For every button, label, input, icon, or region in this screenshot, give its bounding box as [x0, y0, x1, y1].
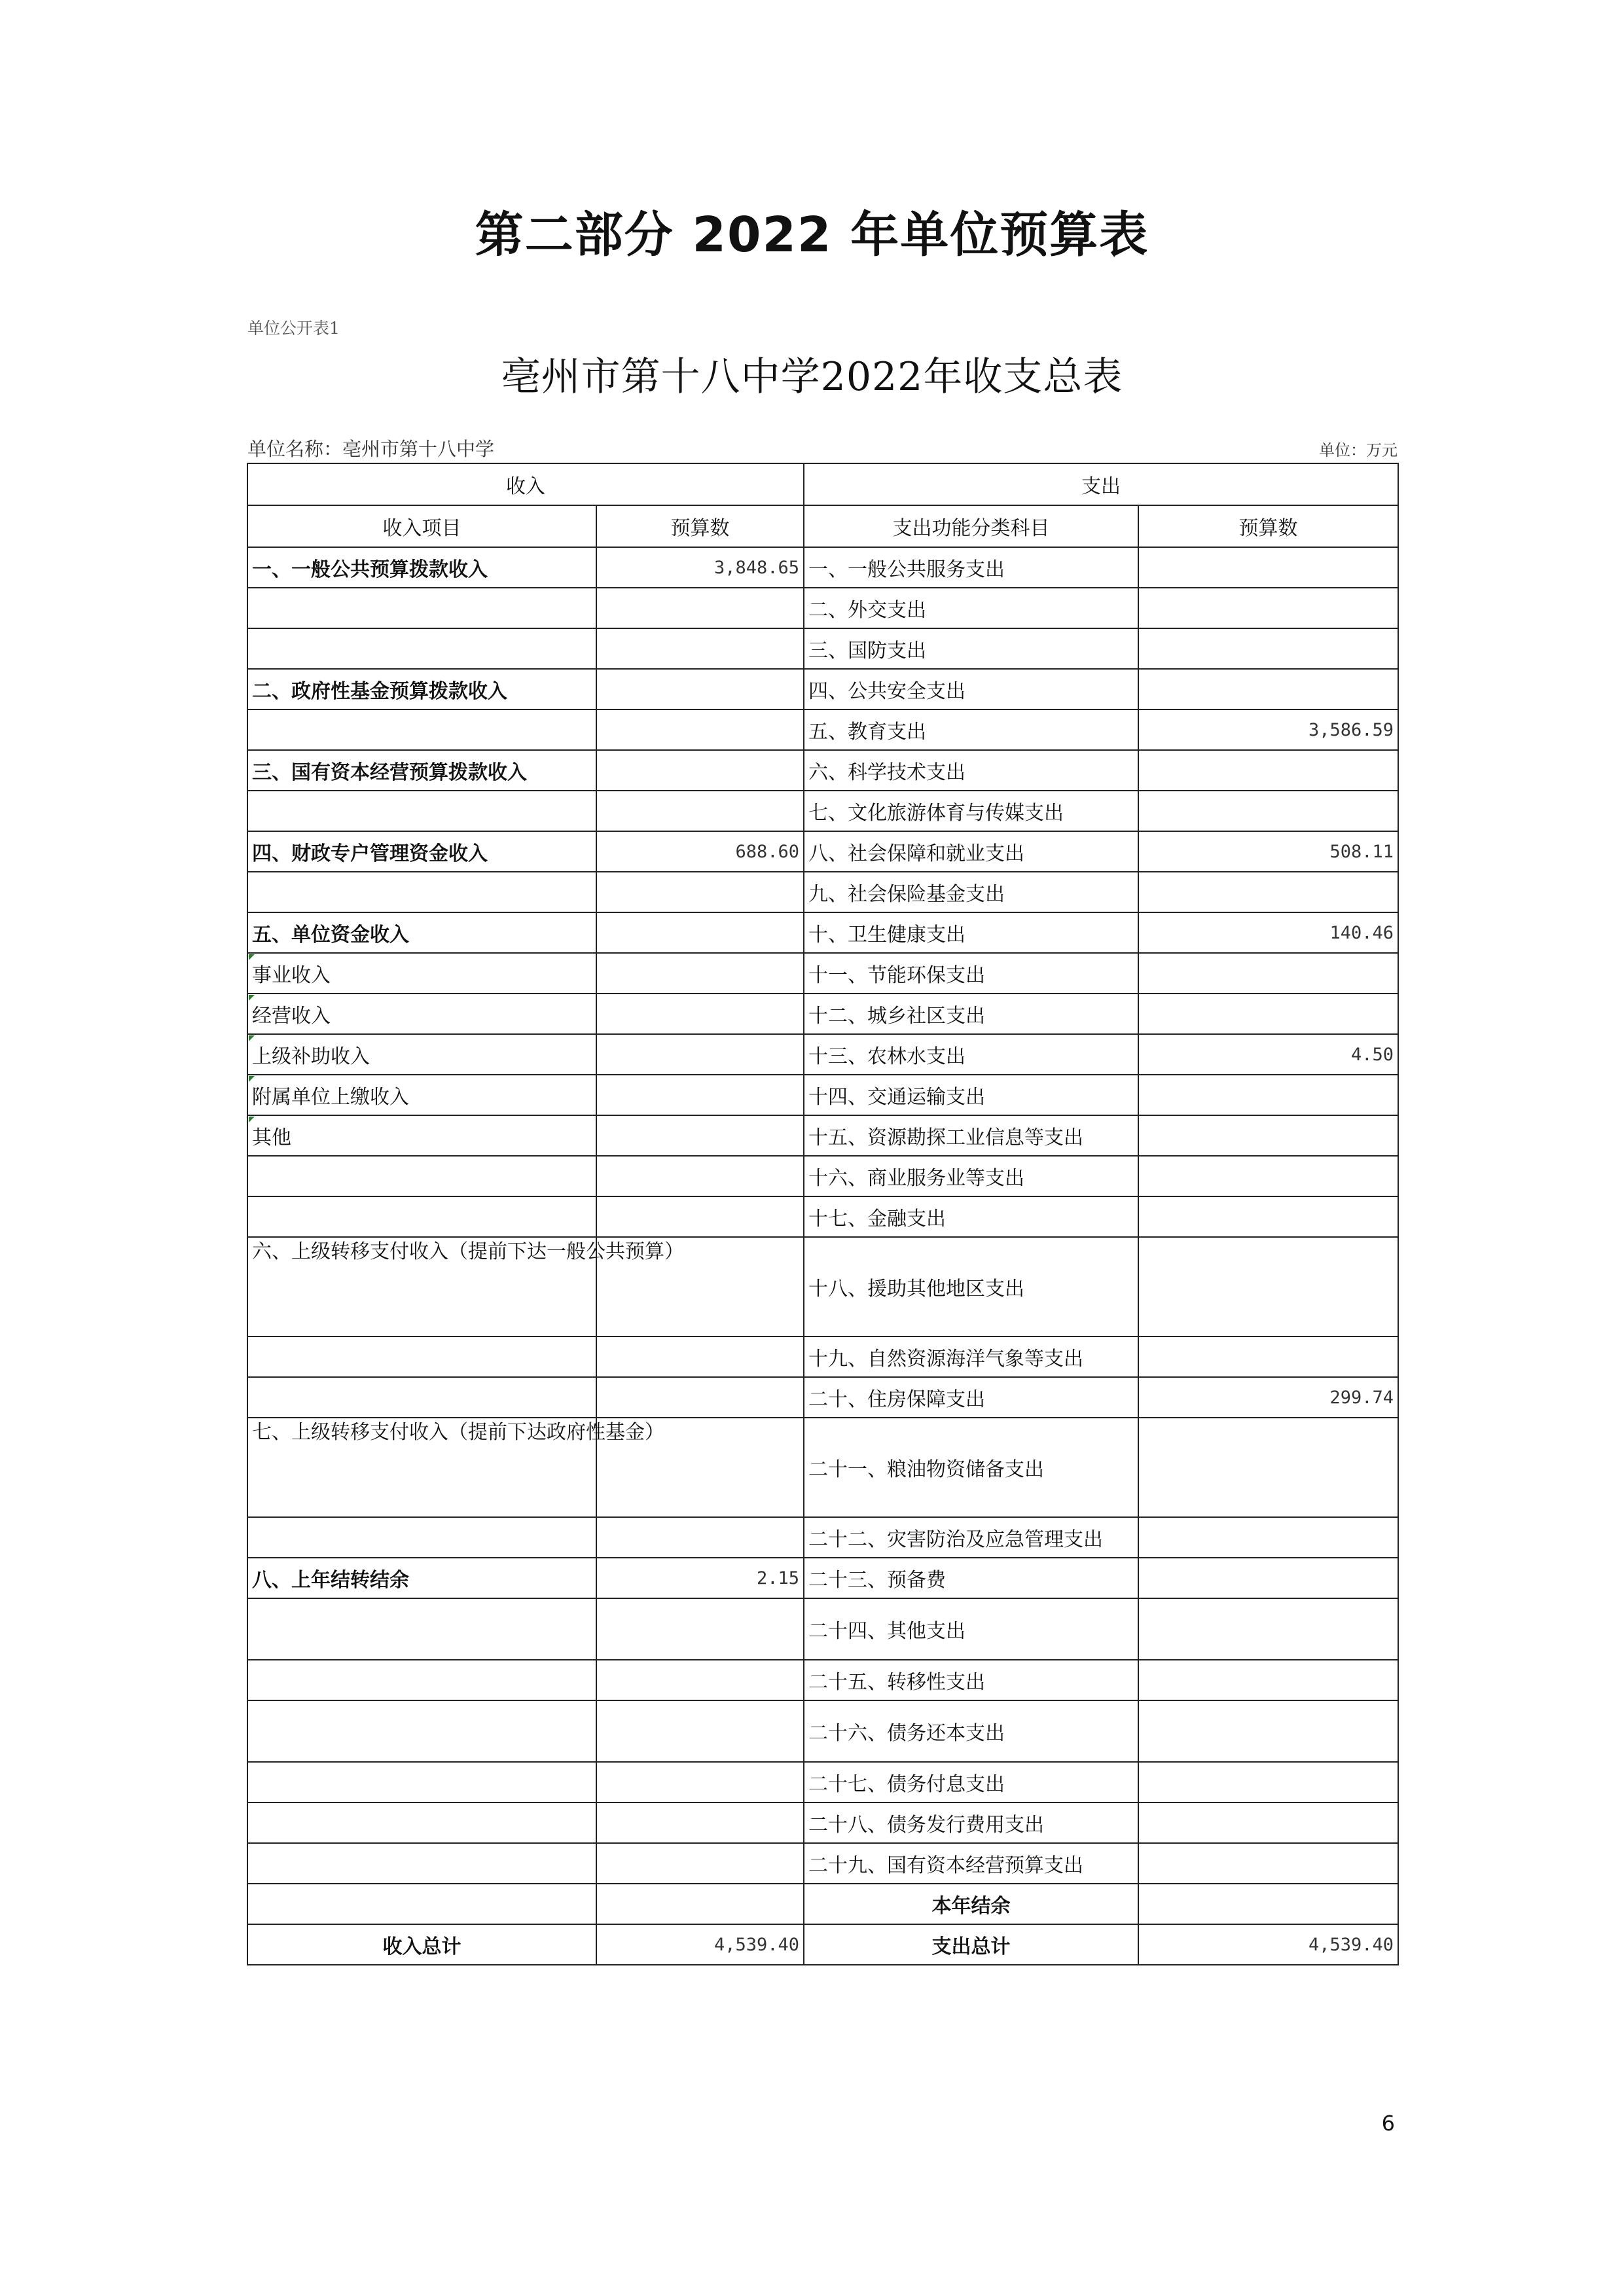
income-amount-cell [596, 994, 804, 1034]
income-amount-cell [596, 709, 804, 750]
expense-item-cell: 本年结余 [804, 1884, 1138, 1924]
income-item-cell: 六、上级转移支付收入（提前下达一般公共预算） [247, 1237, 596, 1336]
income-item-cell: 一、一般公共预算拨款收入 [247, 547, 596, 588]
expense-amount-cell [1138, 1884, 1398, 1924]
income-amount-cell [596, 1803, 804, 1843]
income-item-cell: 附属单位上缴收入 [247, 1075, 596, 1115]
income-amount-cell [596, 1700, 804, 1762]
income-amount-cell [596, 750, 804, 791]
income-amount-header: 预算数 [596, 505, 804, 547]
income-item-cell [247, 1803, 596, 1843]
expense-item-cell: 二十二、灾害防治及应急管理支出 [804, 1517, 1138, 1558]
table-row [247, 1034, 1398, 1075]
table-row [247, 1196, 1398, 1237]
table-row [247, 953, 1398, 994]
table-row [247, 791, 1398, 831]
income-amount-cell [596, 872, 804, 912]
expense-amount-cell [1138, 588, 1398, 628]
totals-row [247, 1924, 1398, 1965]
expense-item-cell: 八、社会保障和就业支出 [804, 831, 1138, 872]
expense-amount-cell: 508.11 [1138, 831, 1398, 872]
income-amount-cell [596, 912, 804, 953]
table-row [247, 1558, 1398, 1598]
expense-amount-cell: 3,586.59 [1138, 709, 1398, 750]
expense-item-cell: 二十九、国有资本经营预算支出 [804, 1843, 1138, 1884]
expense-item-cell: 二十、住房保障支出 [804, 1377, 1138, 1418]
expense-amount-cell [1138, 1843, 1398, 1884]
expense-item-cell: 一、一般公共服务支出 [804, 547, 1138, 588]
expense-amount-cell [1138, 1336, 1398, 1377]
budget-summary-table [247, 463, 1399, 1965]
expense-item-cell: 二十三、预备费 [804, 1558, 1138, 1598]
expense-total-amount: 4,539.40 [1138, 1924, 1398, 1965]
table-row [247, 1884, 1398, 1924]
unit-name: 单位名称：亳州市第十八中学 [247, 438, 495, 460]
expense-item-cell: 二十八、债务发行费用支出 [804, 1803, 1138, 1843]
expense-item-cell: 十二、城乡社区支出 [804, 994, 1138, 1034]
table-header-row [247, 505, 1398, 547]
table-row [247, 669, 1398, 709]
income-amount-cell: 3,848.65 [596, 547, 804, 588]
expense-amount-cell [1138, 1558, 1398, 1598]
expense-item-cell: 二十七、债务付息支出 [804, 1762, 1138, 1803]
expense-amount-cell [1138, 1075, 1398, 1115]
expense-item-cell: 六、科学技术支出 [804, 750, 1138, 791]
expense-item-cell: 三、国防支出 [804, 628, 1138, 669]
expense-item-cell: 十四、交通运输支出 [804, 1075, 1138, 1115]
income-amount-cell [596, 1660, 804, 1700]
expense-item-cell: 七、文化旅游体育与传媒支出 [804, 791, 1138, 831]
expense-amount-cell [1138, 628, 1398, 669]
expense-amount-cell [1138, 1156, 1398, 1196]
expense-item-cell: 十六、商业服务业等支出 [804, 1156, 1138, 1196]
income-amount-cell [596, 953, 804, 994]
table-row [247, 1762, 1398, 1803]
table-row [247, 1803, 1398, 1843]
income-amount-cell: 2.15 [596, 1558, 804, 1598]
table-row [247, 1700, 1398, 1762]
expense-amount-cell [1138, 1762, 1398, 1803]
expense-item-cell: 四、公共安全支出 [804, 669, 1138, 709]
income-item-cell [247, 1762, 596, 1803]
income-amount-cell [596, 1843, 804, 1884]
income-item-cell: 二、政府性基金预算拨款收入 [247, 669, 596, 709]
table-row [247, 709, 1398, 750]
expense-item-cell: 二十四、其他支出 [804, 1598, 1138, 1660]
income-item-cell: 五、单位资金收入 [247, 912, 596, 953]
income-header: 收入 [247, 463, 804, 505]
expense-item-cell: 十九、自然资源海洋气象等支出 [804, 1336, 1138, 1377]
income-item-cell [247, 1156, 596, 1196]
expense-amount-cell [1138, 1115, 1398, 1156]
income-amount-cell [596, 1598, 804, 1660]
expense-item-cell: 十七、金融支出 [804, 1196, 1138, 1237]
table-row [247, 831, 1398, 872]
expense-item-cell: 二、外交支出 [804, 588, 1138, 628]
income-amount-cell [596, 628, 804, 669]
income-amount-cell [596, 1884, 804, 1924]
income-item-cell [247, 1700, 596, 1762]
income-item-header: 收入项目 [247, 505, 596, 547]
expense-item-cell: 二十五、转移性支出 [804, 1660, 1138, 1700]
income-item-cell [247, 1660, 596, 1700]
income-item-cell: 三、国有资本经营预算拨款收入 [247, 750, 596, 791]
income-item-cell: 八、上年结转结余 [247, 1558, 596, 1598]
expense-amount-cell [1138, 1418, 1398, 1517]
income-item-cell [247, 1843, 596, 1884]
income-total-label: 收入总计 [247, 1924, 596, 1965]
expense-item-cell: 十、卫生健康支出 [804, 912, 1138, 953]
table-row [247, 1156, 1398, 1196]
expense-total-label: 支出总计 [804, 1924, 1138, 1965]
income-item-cell [247, 1884, 596, 1924]
expense-item-cell: 二十一、粮油物资储备支出 [804, 1418, 1138, 1517]
income-item-cell: 七、上级转移支付收入（提前下达政府性基金） [247, 1418, 596, 1517]
table-row [247, 1377, 1398, 1418]
table-title: 亳州市第十八中学2022年收支总表 [501, 354, 1123, 400]
table-row [247, 1660, 1398, 1700]
expense-amount-cell [1138, 994, 1398, 1034]
expense-amount-cell [1138, 1196, 1398, 1237]
table-header-group-row [247, 463, 1398, 505]
expense-amount-cell: 299.74 [1138, 1377, 1398, 1418]
expense-amount-header: 预算数 [1138, 505, 1398, 547]
table-row [247, 872, 1398, 912]
expense-item-cell: 五、教育支出 [804, 709, 1138, 750]
table-row [247, 750, 1398, 791]
income-item-cell [247, 1336, 596, 1377]
expense-amount-cell [1138, 1517, 1398, 1558]
form-number: 单位公开表1 [247, 319, 340, 338]
table-row [247, 1336, 1398, 1377]
income-total-amount: 4,539.40 [596, 1924, 804, 1965]
income-amount-cell [596, 669, 804, 709]
income-item-cell [247, 872, 596, 912]
table-row [247, 1517, 1398, 1558]
expense-amount-cell [1138, 1803, 1398, 1843]
expense-amount-cell [1138, 669, 1398, 709]
income-amount-cell [596, 1517, 804, 1558]
expense-item-header: 支出功能分类科目 [804, 505, 1138, 547]
expense-item-cell: 二十六、债务还本支出 [804, 1700, 1138, 1762]
expense-amount-cell [1138, 750, 1398, 791]
page-number: 6 [1381, 2111, 1395, 2136]
expense-amount-cell [1138, 1660, 1398, 1700]
table-row [247, 1598, 1398, 1660]
income-amount-cell [596, 1196, 804, 1237]
expense-item-cell: 九、社会保险基金支出 [804, 872, 1138, 912]
income-item-cell: 经营收入 [247, 994, 596, 1034]
income-item-cell [247, 1598, 596, 1660]
table-row [247, 1237, 1398, 1336]
expense-item-cell: 十三、农林水支出 [804, 1034, 1138, 1075]
table-row [247, 1418, 1398, 1517]
table-row [247, 994, 1398, 1034]
expense-amount-cell [1138, 1598, 1398, 1660]
income-amount-cell [596, 588, 804, 628]
expense-item-cell: 十五、资源勘探工业信息等支出 [804, 1115, 1138, 1156]
part-title: 第二部分 2022 年单位预算表 [475, 207, 1149, 263]
table-row [247, 588, 1398, 628]
income-amount-cell [596, 1156, 804, 1196]
table-row [247, 1075, 1398, 1115]
income-item-cell [247, 1517, 596, 1558]
table-row [247, 1843, 1398, 1884]
expense-amount-cell [1138, 791, 1398, 831]
income-item-cell: 上级补助收入 [247, 1034, 596, 1075]
table-row [247, 628, 1398, 669]
income-amount-cell [596, 1034, 804, 1075]
expense-item-cell: 十一、节能环保支出 [804, 953, 1138, 994]
income-item-cell: 四、财政专户管理资金收入 [247, 831, 596, 872]
income-item-cell [247, 588, 596, 628]
income-amount-cell [596, 1762, 804, 1803]
income-amount-cell [596, 1377, 804, 1418]
income-amount-cell [596, 1075, 804, 1115]
expense-amount-cell [1138, 547, 1398, 588]
income-item-cell [247, 709, 596, 750]
income-item-cell: 事业收入 [247, 953, 596, 994]
income-item-cell: 其他 [247, 1115, 596, 1156]
expense-amount-cell [1138, 872, 1398, 912]
unit-label: 单位：万元 [1319, 441, 1398, 459]
income-item-cell [247, 1377, 596, 1418]
expense-amount-cell: 140.46 [1138, 912, 1398, 953]
income-item-cell [247, 628, 596, 669]
income-amount-cell: 688.60 [596, 831, 804, 872]
expense-amount-cell [1138, 1237, 1398, 1336]
table-row [247, 547, 1398, 588]
expense-header: 支出 [804, 463, 1398, 505]
expense-amount-cell: 4.50 [1138, 1034, 1398, 1075]
table-row [247, 912, 1398, 953]
income-item-cell [247, 791, 596, 831]
table-row [247, 1115, 1398, 1156]
expense-item-cell: 十八、援助其他地区支出 [804, 1237, 1138, 1336]
expense-amount-cell [1138, 1700, 1398, 1762]
income-amount-cell [596, 1115, 804, 1156]
expense-amount-cell [1138, 953, 1398, 994]
income-amount-cell [596, 1336, 804, 1377]
income-amount-cell [596, 791, 804, 831]
income-item-cell [247, 1196, 596, 1237]
